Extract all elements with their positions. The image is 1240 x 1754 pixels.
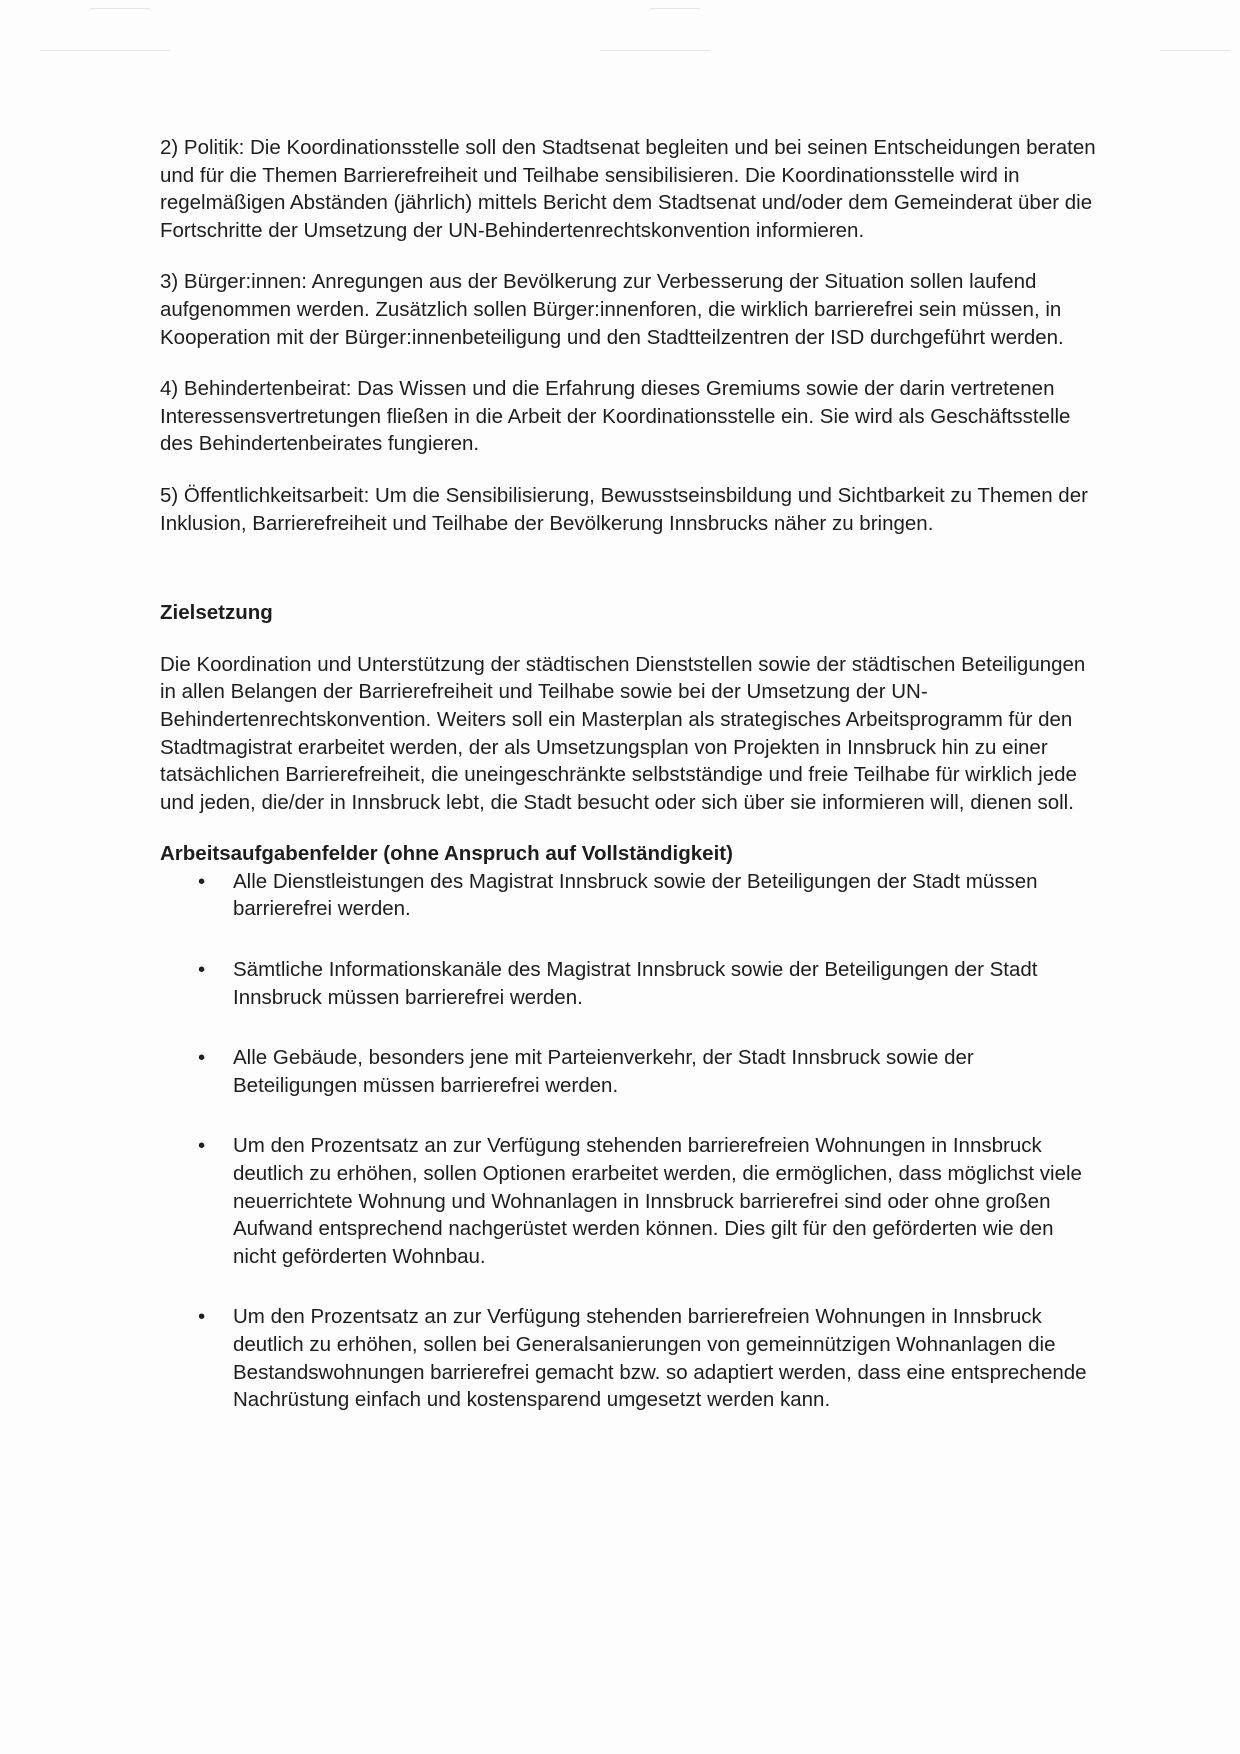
section-heading-zielsetzung: Zielsetzung <box>160 601 273 625</box>
scan-artifact <box>90 8 150 9</box>
paragraph-oeffentlichkeitsarbeit: 5) Öffentlichkeitsarbeit: Um die Sensibilisierung, Bewusstseinsbildung und Sichtbarkeit zu Themen der Inklusion, Barrierefreiheit und Teilhabe der Bevölkerung Innsbrucks näher zu bringen. <box>160 483 1088 535</box>
document-body <box>160 134 1100 1447</box>
paragraph-politik: 2) Politik: Die Koordinationsstelle soll den Stadtsenat begleiten und bei seinen Entscheidungen beraten und für die Themen Barrierefreiheit und Teilhabe sensibilisieren. Die Koordinationsstelle wird in regelmäßigen Abständen (jährlich) mittels Bericht dem Stadtsenat und/oder dem Gemeinderat über die Fortschritte der Umsetzung der UN-Behindertenrechtskonvention informieren. <box>160 136 1096 242</box>
list-item-text: Sämtliche Informationskanäle des Magistrat Innsbruck sowie der Beteiligungen der Stadt Innsbruck müssen barrierefrei werden. <box>233 958 1038 1009</box>
scan-artifact <box>1160 50 1230 51</box>
bullet-icon: • <box>198 1305 206 1329</box>
scan-artifact <box>600 50 710 51</box>
bullet-icon: • <box>198 1134 206 1158</box>
list-item-text: Alle Gebäude, besonders jene mit Parteienverkehr, der Stadt Innsbruck sowie der Beteiligungen müssen barrierefrei werden. <box>233 1046 974 1097</box>
list-item-text: Um den Prozentsatz an zur Verfügung stehenden barrierefreien Wohnungen in Innsbruck deutlich zu erhöhen, sollen bei Generalsanierungen von gemeinnützigen Wohnanlagen die Bestandswohnungen barrierefrei gemacht bzw. so adaptiert werden, dass eine entsprechende Nachrüstung einfach und kostensparend umgesetzt werden kann. <box>233 1305 1087 1412</box>
bullet-icon: • <box>198 869 206 893</box>
scan-artifact <box>40 50 170 51</box>
paragraph-behindertenbeirat: 4) Behindertenbeirat: Das Wissen und die Erfahrung dieses Gremiums sowie der darin vertretenen Interessensvertretungen fließen in die Arbeit der Koordinationsstelle ein. Sie wird als Geschäftsstelle des Behindertenbeirates fungieren. <box>160 377 1071 456</box>
bullet-icon: • <box>198 1046 206 1070</box>
list-item <box>160 1303 1100 1413</box>
list-item <box>160 868 1100 923</box>
paragraph-buergerinnen: 3) Bürger:innen: Anregungen aus der Bevölkerung zur Verbesserung der Situation sollen laufend aufgenommen werden. Zusätzlich sollen Bürger:innenforen, die wirklich barrierefrei sein müssen, in Kooperation mit der Bürger:innenbeteiligung und den Stadtteilzentren der ISD durchgeführt werden. <box>160 270 1064 349</box>
list-item-text: Um den Prozentsatz an zur Verfügung stehenden barrierefreien Wohnungen in Innsbruck deutlich zu erhöhen, sollen Optionen erarbeitet werden, die ermöglichen, dass möglichst viele neuerrichtete Wohnung und Wohnanlagen in Innsbruck barrierefrei sind oder ohne großen Aufwand entsprechend nachgerüstet werden können. Dies gilt für den geförderten wie den nicht geförderten Wohnbau. <box>233 1134 1082 1268</box>
list-item <box>160 1132 1100 1270</box>
list-item <box>160 1044 1100 1099</box>
task-list <box>160 868 1100 1414</box>
list-item-text: Alle Dienstleistungen des Magistrat Innsbruck sowie der Beteiligungen der Stadt müssen barrierefrei werden. <box>233 869 1038 921</box>
list-item <box>160 956 1100 1011</box>
paragraph-zielsetzung: Die Koordination und Unterstützung der städtischen Dienststellen sowie der städtischen Beteiligungen in allen Belangen der Barrierefreiheit und Teilhabe sowie bei der Umsetzung der UN-Behindertenrechtskonvention. Weiters soll ein Masterplan als strategisches Arbeitsprogramm für den Stadtmagistrat erarbeitet werden, der als Umsetzungsplan von Projekten in Innsbruck hin zu einer tatsächlichen Barrierefreiheit, die uneingeschränkte selbstständige und freie Teilhabe für wirklich jede und jeden, die/der in Innsbruck lebt, die Stadt besucht oder sich über sie informieren will, dienen soll. <box>160 652 1086 814</box>
scan-artifact <box>650 8 700 9</box>
section-heading-arbeitsaufgabenfelder: Arbeitsaufgabenfelder (ohne Anspruch auf Vollständigkeit) <box>160 842 733 866</box>
bullet-icon: • <box>198 958 206 982</box>
